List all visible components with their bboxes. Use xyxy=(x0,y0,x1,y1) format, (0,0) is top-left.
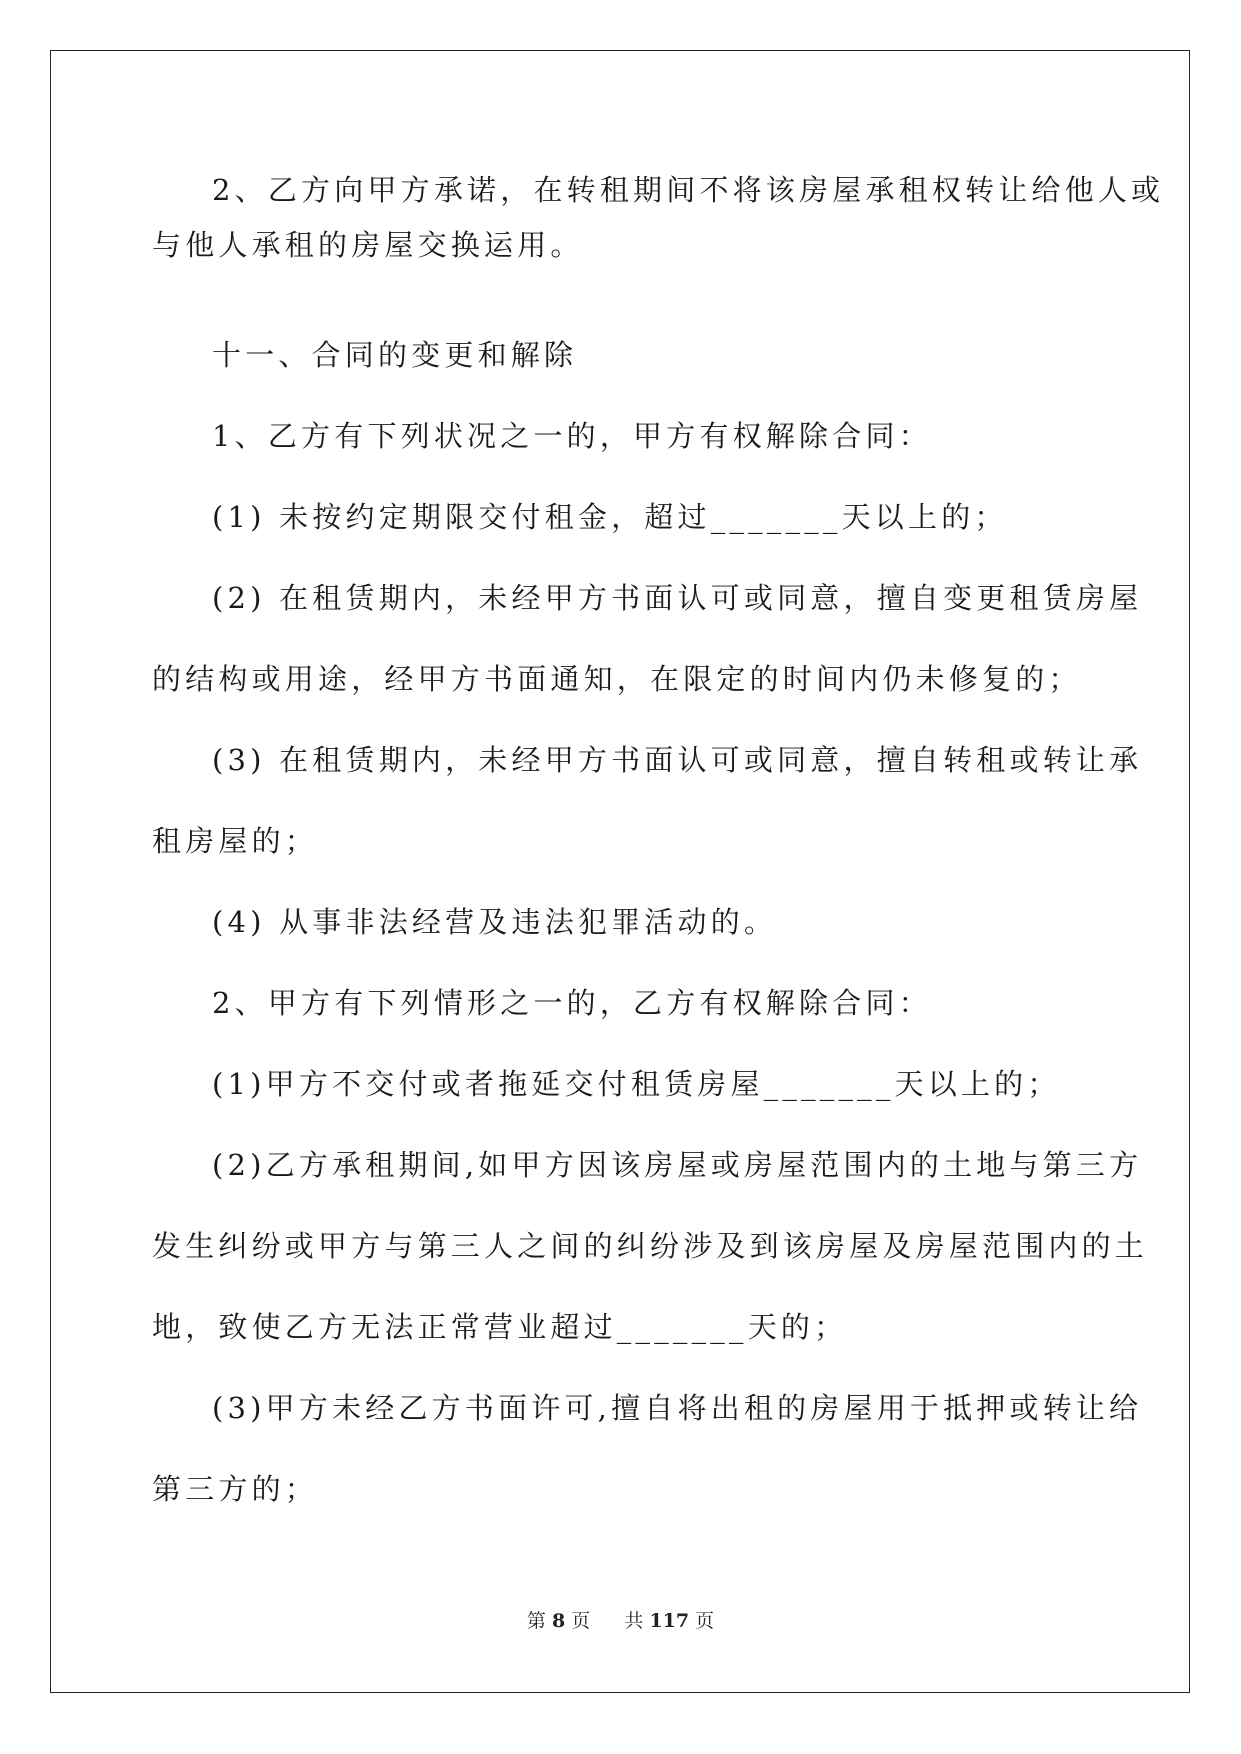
page-frame xyxy=(50,50,1190,1693)
text-line: 租房屋的； xyxy=(152,824,319,858)
page-prefix: 第 xyxy=(526,1610,546,1632)
total-prefix: 共 xyxy=(624,1610,644,1632)
text-line: 1、乙方有下列状况之一的，甲方有权解除合同： xyxy=(212,419,932,453)
text-line: (1) 未按约定期限交付租金，超过_______天以上的； xyxy=(212,500,1008,534)
text-line: (4) 从事非法经营及违法犯罪活动的。 xyxy=(212,905,778,939)
section-heading: 十一、合同的变更和解除 xyxy=(212,338,578,372)
text-line: (3)甲方未经乙方书面许可,擅自将出租的房屋用于抵押或转让给 xyxy=(212,1391,1143,1425)
text-line: 的结构或用途，经甲方书面通知，在限定的时间内仍未修复的； xyxy=(152,662,1082,696)
text-line: 2、甲方有下列情形之一的，乙方有权解除合同： xyxy=(212,986,932,1020)
total-suffix: 页 xyxy=(695,1610,715,1632)
text-line: 与他人承租的房屋交换运用。 xyxy=(152,228,584,262)
text-line: (2) 在租赁期内，未经甲方书面认可或同意，擅自变更租赁房屋 xyxy=(212,581,1143,615)
text-line: 发生纠纷或甲方与第三人之间的纠纷涉及到该房屋及房屋范围内的土 xyxy=(152,1229,1149,1263)
text-line: 第三方的； xyxy=(152,1472,319,1506)
total-pages: 117 xyxy=(649,1610,690,1632)
text-line: 地，致使乙方无法正常营业超过_______天的； xyxy=(152,1310,848,1344)
text-line: 2、乙方向甲方承诺，在转租期间不将该房屋承租权转让给他人或 xyxy=(212,173,1165,207)
page-footer xyxy=(0,1608,1241,1634)
text-line: (1)甲方不交付或者拖延交付租赁房屋_______天以上的； xyxy=(212,1067,1061,1101)
text-line: (3) 在租赁期内，未经甲方书面认可或同意，擅自转租或转让承 xyxy=(212,743,1143,777)
page-suffix: 页 xyxy=(571,1610,591,1632)
text-line: (2)乙方承租期间,如甲方因该房屋或房屋范围内的土地与第三方 xyxy=(212,1148,1143,1182)
page-number: 8 xyxy=(551,1610,566,1632)
